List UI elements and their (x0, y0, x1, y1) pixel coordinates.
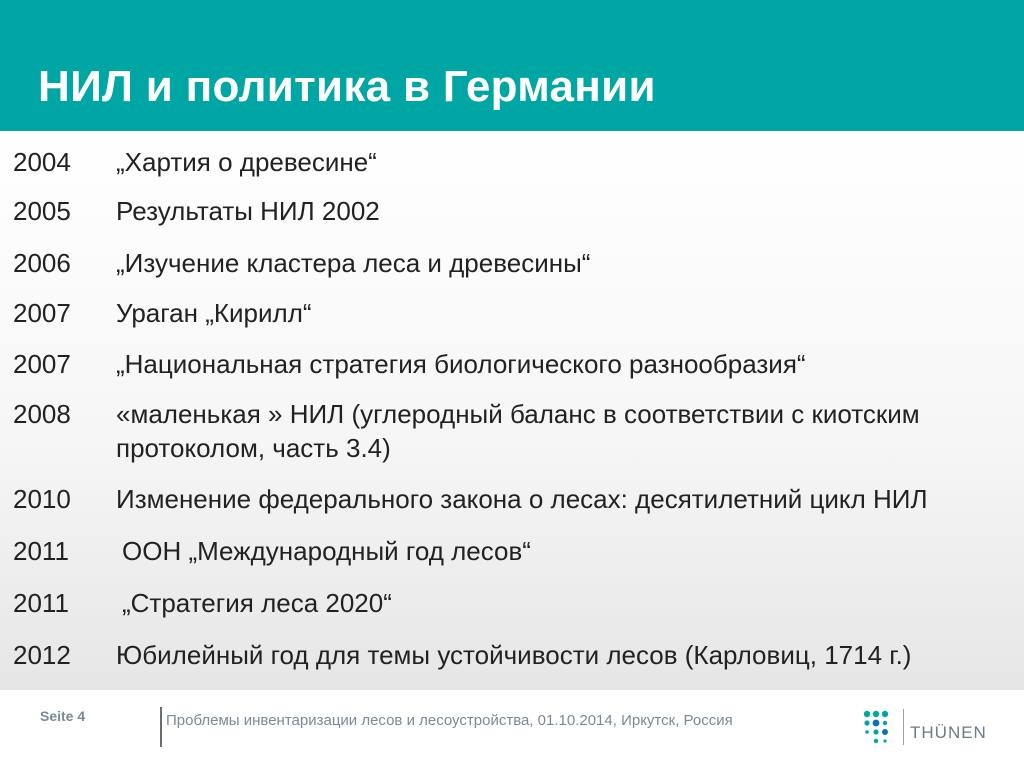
footer-caption: Проблемы инвентаризации лесов и лесоустройства, 01.10.2014, Иркутск, Россия (166, 712, 733, 729)
timeline-event: Юбилейный год для темы устойчивости лесов (Карловиц, 1714 г.) (116, 640, 912, 670)
slide-footer (0, 690, 1024, 768)
timeline-event: „Изучение кластера леса и древесины“ (116, 248, 591, 278)
timeline-year: 2011 (13, 536, 69, 566)
timeline-list (0, 131, 1024, 690)
logo-divider (903, 709, 904, 745)
footer-divider (160, 707, 162, 747)
timeline-event: Ураган „Кирилл“ (116, 298, 312, 328)
timeline-year: 2012 (13, 640, 71, 670)
timeline-year: 2005 (13, 196, 71, 226)
title-bar (0, 0, 1024, 131)
timeline-year: 2006 (13, 248, 71, 278)
timeline-event: Изменение федерального закона о лесах: десятилетний цикл НИЛ (116, 484, 928, 514)
timeline-year: 2010 (13, 484, 71, 514)
timeline-event: Результаты НИЛ 2002 (116, 196, 380, 226)
timeline-year: 2007 (13, 349, 71, 379)
timeline-year: 2004 (13, 147, 71, 177)
slide-title: НИЛ и политика в Германии (38, 62, 656, 111)
timeline-year: 2011 (13, 588, 69, 618)
timeline-year: 2008 (13, 399, 71, 429)
timeline-event: ООН „Международный год лесов“ (122, 536, 531, 566)
thunen-logo-dots-icon (862, 710, 898, 746)
timeline-event: „Национальная стратегия биологического разнообразия“ (116, 349, 806, 379)
page-number: Seite 4 (40, 708, 86, 724)
timeline-event: „Стратегия леса 2020“ (122, 588, 392, 618)
timeline-event: «маленькая » НИЛ (углеродный баланс в соответствии с киотским протоколом, часть 3.4) (116, 399, 920, 463)
brand-name: THÜNEN (910, 723, 987, 742)
timeline-event: „Хартия о древесине“ (116, 147, 377, 177)
timeline-year: 2007 (13, 298, 71, 328)
